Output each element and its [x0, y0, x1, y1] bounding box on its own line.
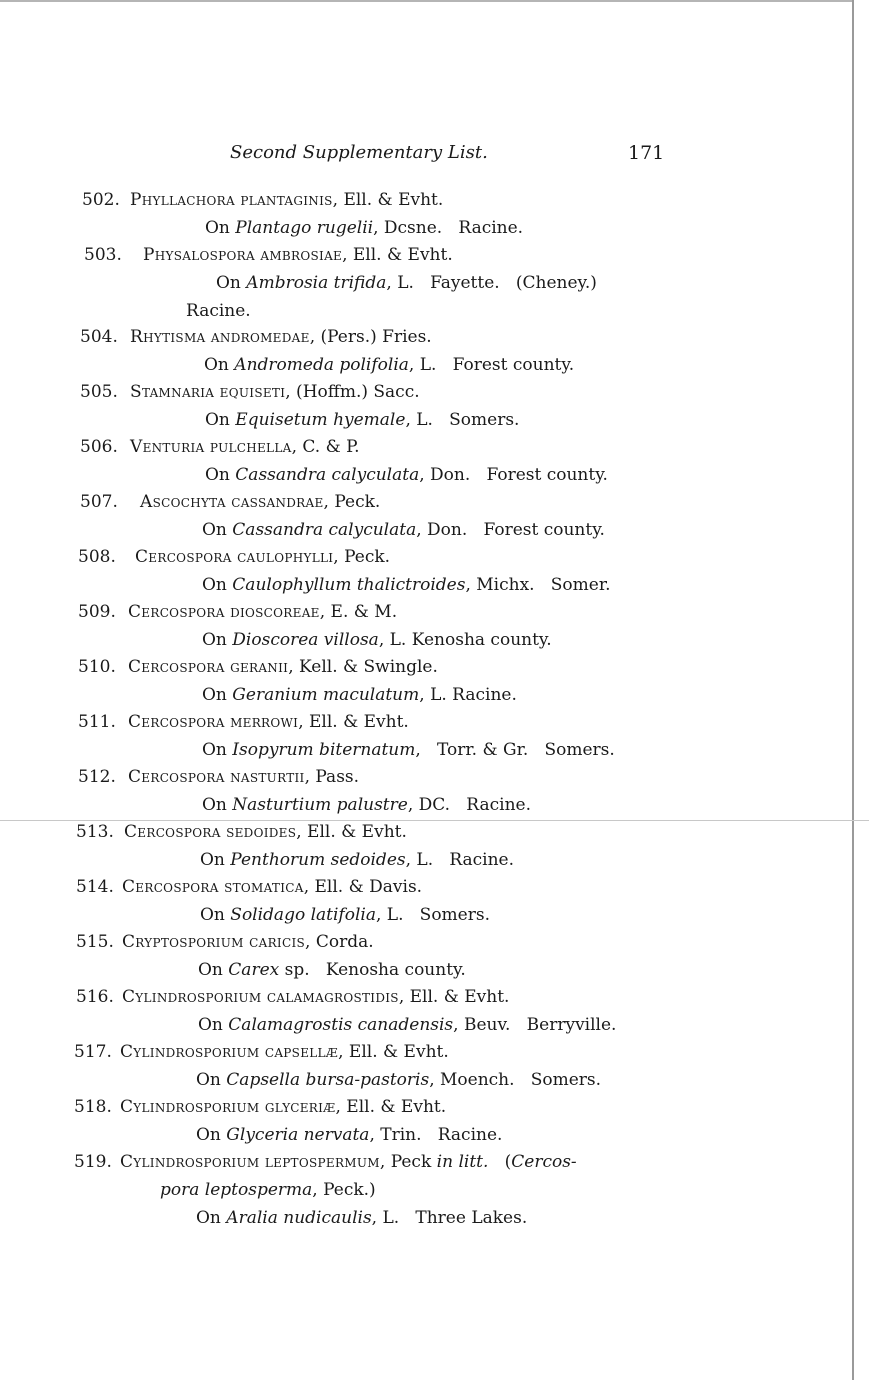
host-locality: , L. Kenosha county. — [378, 630, 552, 650]
species-name-line — [122, 877, 422, 897]
species-epithet: geranii — [230, 657, 289, 677]
host-plant-name: Cassandra calyculata — [232, 520, 417, 540]
host-plant-name: Cassandra calyculata — [235, 465, 420, 485]
authority: , C. & P. — [291, 437, 360, 457]
host-locality: , Trin. Racine. — [369, 1125, 503, 1145]
species-epithet: nasturtii — [230, 767, 305, 787]
entry-number: 514. — [76, 877, 114, 897]
host-prefix: On — [196, 1070, 227, 1090]
locality-continuation: Racine. — [186, 301, 251, 321]
authority: , Ell. & Evht. — [335, 1097, 447, 1117]
host-line — [196, 1070, 601, 1090]
entry-number: 513. — [76, 822, 114, 842]
authority-tail: ( — [488, 1152, 512, 1172]
host-plant-name: Solidago latifolia — [230, 905, 376, 925]
species-epithet: equiseti — [219, 382, 286, 402]
species-epithet: leptospermum — [264, 1152, 380, 1172]
host-prefix: On — [196, 1125, 227, 1145]
genus-name: Cercospora — [128, 602, 225, 622]
authority: , Ell. & Evht. — [338, 1042, 449, 1062]
genus-name: Cylindrosporium — [120, 1097, 260, 1117]
genus-name: Rhytisma — [130, 327, 206, 347]
host-locality: , Beuv. Berryville. — [453, 1015, 617, 1035]
genus-name: Cercospora — [128, 657, 225, 677]
authority: , Ell. & Evht. — [298, 712, 409, 732]
entry-number: 516. — [76, 987, 114, 1007]
host-prefix: On — [202, 795, 233, 815]
host-line — [202, 520, 605, 540]
host-locality: , Moench. Somers. — [429, 1070, 602, 1090]
entry-number: 509. — [78, 602, 116, 622]
species-name-line — [128, 767, 359, 787]
host-prefix: On — [205, 410, 236, 430]
host-locality: , Michx. Somer. — [465, 575, 611, 595]
genus-name: Cercospora — [135, 547, 232, 567]
entry-number: 512. — [78, 767, 116, 787]
host-plant-name: Isopyrum biternatum — [232, 740, 416, 760]
host-prefix: On — [205, 465, 236, 485]
genus-name: Stamnaria — [130, 382, 215, 402]
host-line — [202, 685, 517, 705]
entry-number: 505. — [80, 382, 118, 402]
host-line — [216, 273, 597, 293]
host-prefix: On — [216, 273, 247, 293]
species-name-line — [122, 932, 374, 952]
host-locality: , L. Somers. — [375, 905, 490, 925]
species-name-line — [130, 327, 432, 347]
host-line — [198, 1015, 616, 1035]
host-plant-name: Aralia nudicaulis — [226, 1208, 372, 1228]
species-epithet: calamagrostidis — [266, 987, 399, 1007]
host-locality: , L. Racine. — [405, 850, 515, 870]
species-name-line — [122, 987, 509, 1007]
synonym-name: Cercos- — [511, 1152, 577, 1172]
species-name-line — [143, 245, 453, 265]
host-line — [205, 410, 519, 430]
host-prefix: On — [198, 1015, 229, 1035]
host-prefix: On — [202, 630, 233, 650]
genus-name: Cryptosporium — [122, 932, 244, 952]
host-locality: , L. Forest county. — [408, 355, 575, 375]
genus-name: Cylindrosporium — [120, 1042, 260, 1062]
host-prefix: On — [204, 355, 235, 375]
species-name-line — [135, 547, 390, 567]
host-line — [200, 905, 490, 925]
authority: , Ell. & Evht. — [332, 190, 444, 210]
species-epithet: caulophylli — [237, 547, 334, 567]
entry-number: 515. — [76, 932, 114, 952]
host-prefix: On — [202, 685, 233, 705]
host-locality: , L. Somers. — [405, 410, 520, 430]
host-locality: , Don. Forest county. — [416, 520, 605, 540]
host-plant-name: Nasturtium palustre — [232, 795, 408, 815]
species-epithet: stomatica — [224, 877, 304, 897]
authority: , Ell. & Evht. — [296, 822, 407, 842]
genus-name: Venturia — [130, 437, 205, 457]
host-plant-name: Dioscorea villosa — [232, 630, 379, 650]
host-line — [202, 575, 611, 595]
authority-note: in litt. — [436, 1152, 489, 1172]
host-locality: , L. Three Lakes. — [371, 1208, 528, 1228]
entry-number: 510. — [78, 657, 116, 677]
genus-name: Cercospora — [128, 767, 225, 787]
genus-name: Cylindrosporium — [122, 987, 262, 1007]
host-prefix: On — [205, 218, 236, 238]
host-plant-name: Plantago rugelii — [235, 218, 374, 238]
host-prefix: On — [200, 850, 231, 870]
authority: , Peck. — [333, 547, 391, 567]
host-locality: , Torr. & Gr. Somers. — [415, 740, 615, 760]
entry-number: 519. — [74, 1152, 112, 1172]
host-line — [202, 740, 615, 760]
species-epithet: dioscoreae — [230, 602, 320, 622]
authority: , Ell. & Davis. — [303, 877, 423, 897]
host-locality: sp. Kenosha county. — [279, 960, 466, 980]
genus-name: Cercospora — [128, 712, 225, 732]
authority: , Kell. & Swingle. — [288, 657, 438, 677]
host-plant-name: Glyceria nervata — [226, 1125, 370, 1145]
host-plant-name: Ambrosia trifida — [246, 273, 387, 293]
page-number: 171 — [628, 142, 665, 164]
host-line — [202, 630, 552, 650]
entry-number: 517. — [74, 1042, 112, 1062]
host-plant-name: Equisetum hyemale — [235, 410, 406, 430]
host-line — [205, 218, 523, 238]
genus-name: Cercospora — [124, 822, 221, 842]
host-line — [202, 795, 531, 815]
species-epithet: pulchella — [209, 437, 292, 457]
species-name-line — [130, 382, 420, 402]
host-locality: , Don. Forest county. — [419, 465, 608, 485]
species-epithet: caricis — [249, 932, 306, 952]
species-epithet: ambrosiae — [260, 245, 343, 265]
host-line — [205, 465, 608, 485]
page-right-edge — [852, 0, 854, 1380]
entry-number: 506. — [80, 437, 118, 457]
authority: , Peck. — [323, 492, 381, 512]
authority: , Corda. — [305, 932, 374, 952]
host-locality: , DC. Racine. — [407, 795, 531, 815]
host-prefix: On — [200, 905, 231, 925]
host-plant-name: Carex — [228, 960, 280, 980]
species-epithet: glyceriæ — [264, 1097, 336, 1117]
species-name-line — [124, 822, 407, 842]
species-name-line — [130, 190, 443, 210]
entry-number: 502. — [82, 190, 120, 210]
host-plant-name: Capsella bursa-pastoris — [226, 1070, 430, 1090]
authority: , Peck — [379, 1152, 437, 1172]
host-locality: , Dcsne. Racine. — [373, 218, 524, 238]
species-name-line — [120, 1152, 577, 1172]
host-prefix: On — [202, 520, 233, 540]
authority: , E. & M. — [319, 602, 398, 622]
host-locality: , L. Fayette. (Cheney.) — [386, 273, 597, 293]
page-header — [230, 142, 665, 170]
host-plant-name: Andromeda polifolia — [234, 355, 409, 375]
species-name-line — [140, 492, 380, 512]
host-prefix: On — [202, 575, 233, 595]
authority: , Ell. & Evht. — [398, 987, 510, 1007]
species-epithet: sedoides — [226, 822, 297, 842]
host-plant-name: Caulophyllum thalictroides — [232, 575, 466, 595]
running-title: Second Supplementary List. — [230, 142, 488, 163]
host-line — [204, 355, 574, 375]
entry-number: 518. — [74, 1097, 112, 1117]
entry-number: 503. — [84, 245, 122, 265]
entry-number: 507. — [80, 492, 118, 512]
species-epithet: cassandrae — [231, 492, 324, 512]
page-top-edge — [0, 0, 852, 2]
species-name-line — [130, 437, 360, 457]
synonym-continuation-tail: , Peck.) — [312, 1180, 376, 1200]
entry-number: 508. — [78, 547, 116, 567]
species-epithet: merrowi — [230, 712, 299, 732]
authority: , Ell. & Evht. — [342, 245, 453, 265]
species-name-line — [128, 712, 409, 732]
host-line — [196, 1208, 527, 1228]
entry-number: 504. — [80, 327, 118, 347]
genus-name: Phyllachora — [130, 190, 235, 210]
host-prefix: On — [196, 1208, 227, 1228]
scan-fold-line — [0, 820, 869, 821]
species-name-line — [128, 657, 438, 677]
species-name-line — [120, 1097, 446, 1117]
species-name-line — [128, 602, 397, 622]
host-line — [200, 850, 514, 870]
authority: , Pass. — [304, 767, 360, 787]
species-epithet: plantaginis — [240, 190, 333, 210]
synonym-continuation-name: pora leptosperma — [160, 1180, 313, 1200]
host-plant-name: Geranium maculatum — [232, 685, 420, 705]
host-locality: , L. Racine. — [419, 685, 517, 705]
host-plant-name: Penthorum sedoides — [230, 850, 406, 870]
authority: , (Pers.) Fries. — [309, 327, 432, 347]
authority: , (Hoffm.) Sacc. — [285, 382, 420, 402]
species-name-line — [120, 1042, 449, 1062]
host-prefix: On — [198, 960, 229, 980]
species-epithet: capsellæ — [264, 1042, 339, 1062]
host-plant-name: Calamagrostis canadensis — [228, 1015, 454, 1035]
genus-name: Cylindrosporium — [120, 1152, 260, 1172]
host-line — [196, 1125, 502, 1145]
genus-name: Cercospora — [122, 877, 219, 897]
genus-name: Physalospora — [143, 245, 255, 265]
species-epithet: andromedae — [210, 327, 310, 347]
entry-number: 511. — [78, 712, 116, 732]
host-prefix: On — [202, 740, 233, 760]
host-line — [198, 960, 466, 980]
genus-name: Ascochyta — [140, 492, 226, 512]
synonym-continuation — [160, 1180, 376, 1200]
